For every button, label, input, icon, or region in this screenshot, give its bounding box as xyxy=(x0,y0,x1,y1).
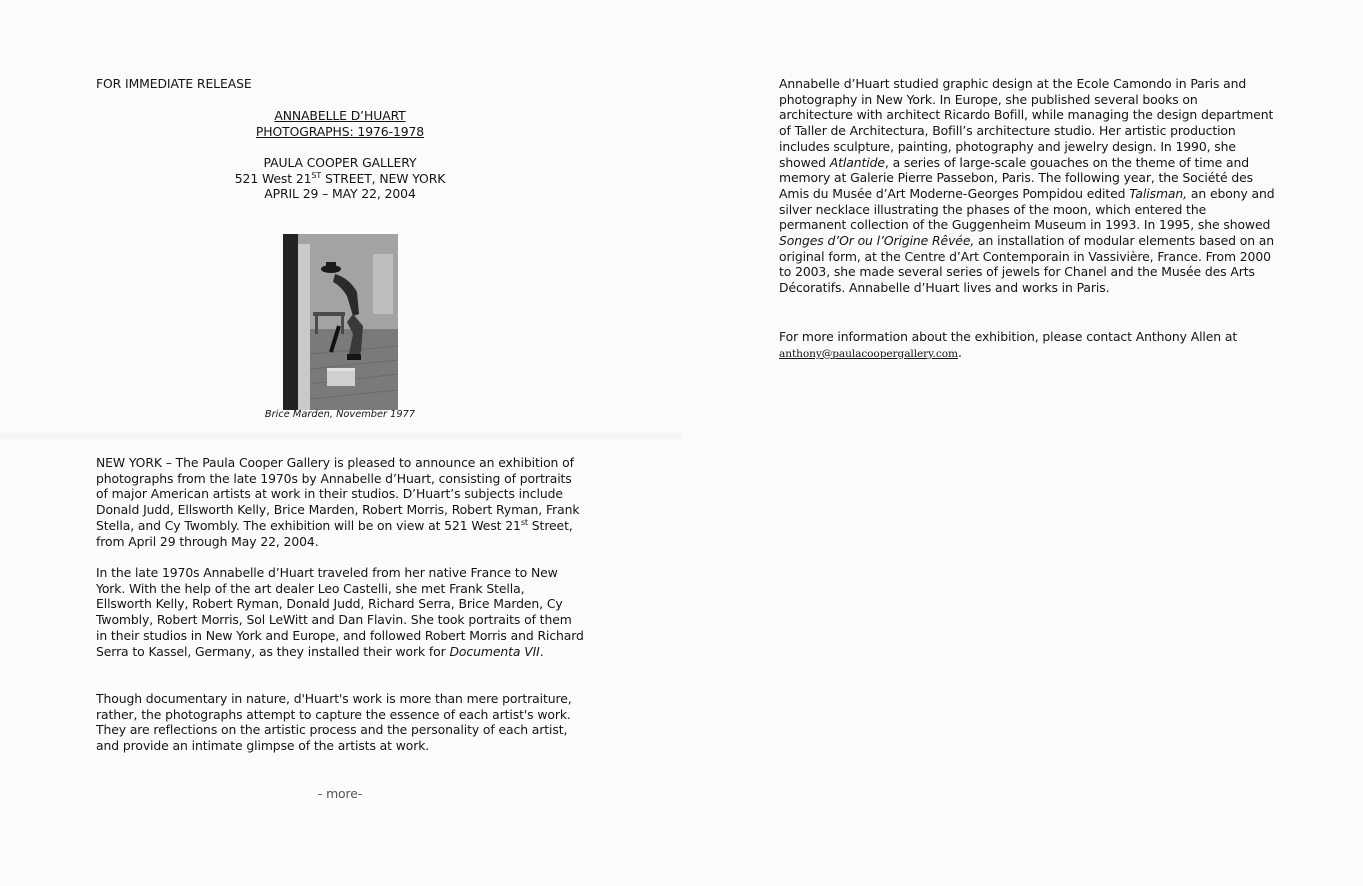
gallery-address: 521 West 21ST STREET, NEW YORK xyxy=(234,170,446,186)
photo-caption: Brice Marden, November 1977 xyxy=(264,409,416,420)
contact-email-link[interactable]: anthony@paulacoopergallery.com xyxy=(779,347,958,360)
contact-paragraph: For more information about the exhibition, please contact Anthony Allen at anthony@paulacoopergallery.com. xyxy=(779,329,1238,360)
documentary-paragraph: Though documentary in nature, d'Huart's work is more than mere portraiture, rather, the photographs attempt to capture the essence of each artist's work. They are reflections on the artistic process and the personality of each artist, and provide an intimate glimpse of the artists at work. xyxy=(96,691,572,754)
exhibition-title xyxy=(140,108,540,139)
title-artist: ANNABELLE D’HUART xyxy=(274,108,406,123)
gallery-name: PAULA COOPER GALLERY xyxy=(263,155,417,170)
history-paragraph: In the late 1970s Annabelle d’Huart traveled from her native France to New York. With the help of the art dealer Leo Castelli, she met Frank Stella, Ellsworth Kelly, Robert Ryman, Donald Judd, Richard Serra, Brice Marden, Cy Twombly, Robert Morris, Sol LeWitt and Dan Flavin. She took portraits of them in their studios in New York and Europe, and followed Robert Morris and Richard Serra to Kassel, Germany, as they installed their work for Documenta VII. xyxy=(96,565,584,659)
intro-paragraph: NEW YORK – The Paula Cooper Gallery is pleased to announce an exhibition of photographs from the late 1970s by Annabelle d’Huart, consisting of portraits of major American artists at work in their studios. D’Huart’s subjects include Donald Judd, Ellsworth Kelly, Brice Marden, Robert Morris, Robert Ryman, Frank Stella, and Cy Twombly. The exhibition will be on view at 521 West 21st Street, from April 29 through May 22, 2004. xyxy=(96,455,580,549)
exhibition-dates: APRIL 29 – MAY 22, 2004 xyxy=(264,186,416,202)
paper-fold xyxy=(0,430,690,442)
more-indicator: - more- xyxy=(317,786,363,801)
biography-paragraph: Annabelle d’Huart studied graphic design at the Ecole Camondo in Paris and photography in New York. In Europe, she published several books on architecture with architect Ricardo Bofill, while managing the design department of Taller de Architectura, Bofill’s architecture studio. Her artistic production includes sculpture, painting, photography and jewelry design. In 1990, she showed Atlantide, a series of large-scale gouaches on the theme of time and memory at Galerie Pierre Passebon, Paris. The following year, the Société des Amis du Musée d’Art Moderne-Georges Pompidou edited Talisman, an ebony and silver necklace illustrating the phases of the moon, which entered the permanent collection of the Guggenheim Museum in 1993. In 1995, she showed Songes d’Or ou l’Origine Rêvée, an installation of modular elements based on an original form, at the Centre d’Art Contemporain in Vassivière, France. From 2000 to 2003, she made several series of jewels for Chanel and the Musée des Arts Décoratifs. Annabelle d’Huart lives and works in Paris. xyxy=(779,76,1275,296)
release-label: FOR IMMEDIATE RELEASE xyxy=(96,76,252,91)
title-photographs: PHOTOGRAPHS: 1976-1978 xyxy=(255,123,425,139)
brice-marden-photo xyxy=(283,234,398,410)
venue-block xyxy=(140,155,540,202)
